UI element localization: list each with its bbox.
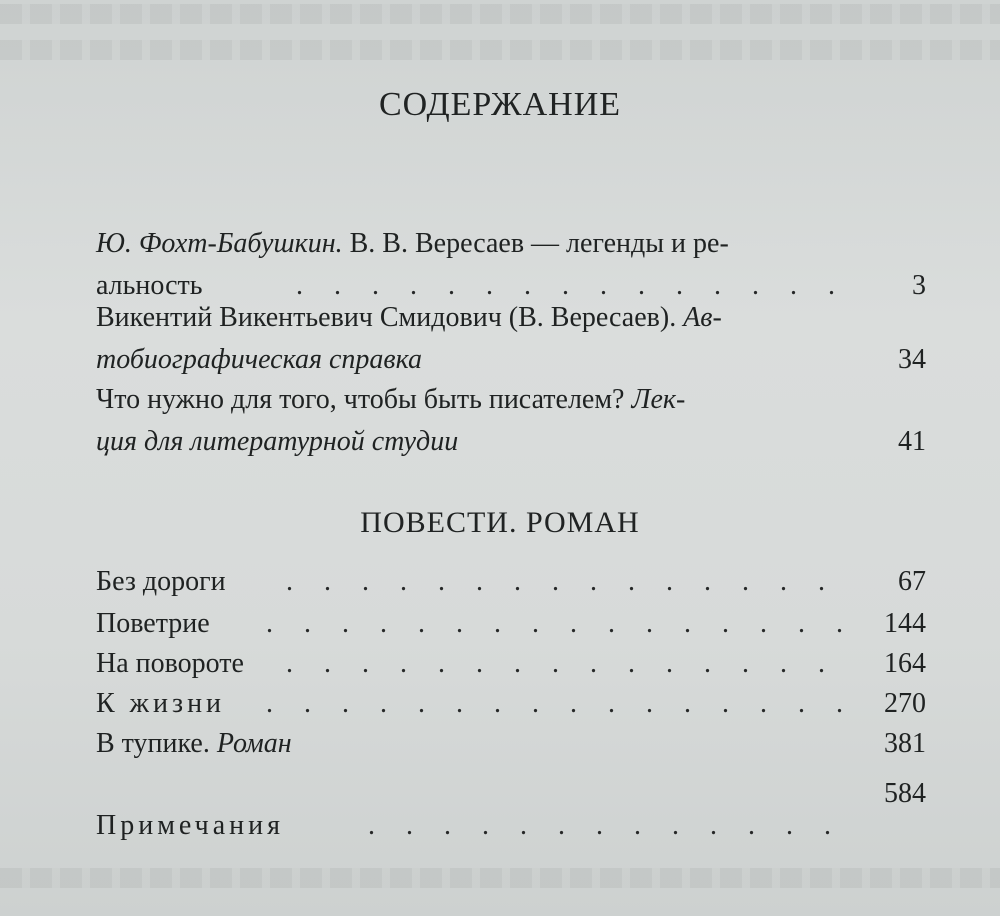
story-title: На повороте: [96, 648, 244, 679]
bleed-through-text: [0, 40, 1000, 60]
entry-author: Ю. Фохт-Бабушкин.: [96, 228, 343, 259]
toc-entry: [96, 778, 926, 814]
toc-entry: [96, 566, 926, 602]
toc-entry-line: [96, 728, 292, 760]
page-number: 270: [884, 688, 926, 719]
page-number: 34: [898, 344, 926, 375]
page-number: 67: [898, 566, 926, 597]
leader-dots: . . . . . . . . . . . . .: [368, 810, 843, 841]
toc-entry-line: [96, 228, 729, 260]
story-title: В тупике.: [96, 728, 210, 759]
entry-title-continued: альность: [96, 270, 203, 301]
story-subtitle: Роман: [209, 728, 292, 759]
entry-title: В. В. Вересаев — легенды и ре-: [342, 228, 729, 259]
entry-subtitle-continued: тобиографическая справка: [96, 344, 422, 375]
page-number: 164: [884, 648, 926, 679]
toc-entry: [96, 302, 926, 375]
section-heading: ПОВЕСТИ. РОМАН: [360, 506, 640, 539]
page-number: 584: [884, 778, 926, 809]
bleed-through-text: [0, 4, 1000, 24]
toc-entry: [96, 228, 926, 301]
leader-dots: . . . . . . . . . . . . . . .: [286, 648, 837, 679]
entry-subtitle: Ав-: [676, 302, 722, 333]
toc-entry: [96, 728, 926, 764]
toc-entry: [96, 810, 926, 846]
entry-title: Викентий Викентьевич Смидович (В. Вересаев).: [96, 302, 677, 333]
toc-entry-line: [96, 302, 722, 334]
contents-heading: СОДЕРЖАНИЕ: [378, 86, 622, 123]
notes-title: Примечания: [96, 810, 285, 841]
leader-dots: . . . . . . . . . . . . . . .: [286, 566, 837, 597]
story-title: Поветрие: [96, 608, 210, 639]
entry-subtitle: Лек-: [624, 384, 686, 415]
bleed-through-text: [0, 868, 1000, 888]
leader-dots: . . . . . . . . . . . . . . . .: [266, 688, 855, 719]
leader-dots: . . . . . . . . . . . . . . . .: [266, 608, 855, 639]
page-number: 41: [898, 426, 926, 457]
story-title: Без дороги: [96, 566, 226, 597]
story-title: К жизни: [96, 688, 226, 719]
toc-entry: [96, 688, 926, 724]
toc-entry-line: [96, 384, 685, 416]
leader-dots: . . . . . . . . . . . . . . .: [296, 270, 847, 301]
page-number: 381: [884, 728, 926, 759]
page-number: 144: [884, 608, 926, 639]
entry-subtitle-continued: ция для литературной студии: [96, 426, 459, 457]
entry-title: Что нужно для того, чтобы быть писателем?: [96, 384, 625, 415]
toc-entry: [96, 608, 926, 644]
toc-entry: [96, 384, 926, 457]
page-number: 3: [912, 270, 926, 301]
toc-entry: [96, 648, 926, 684]
